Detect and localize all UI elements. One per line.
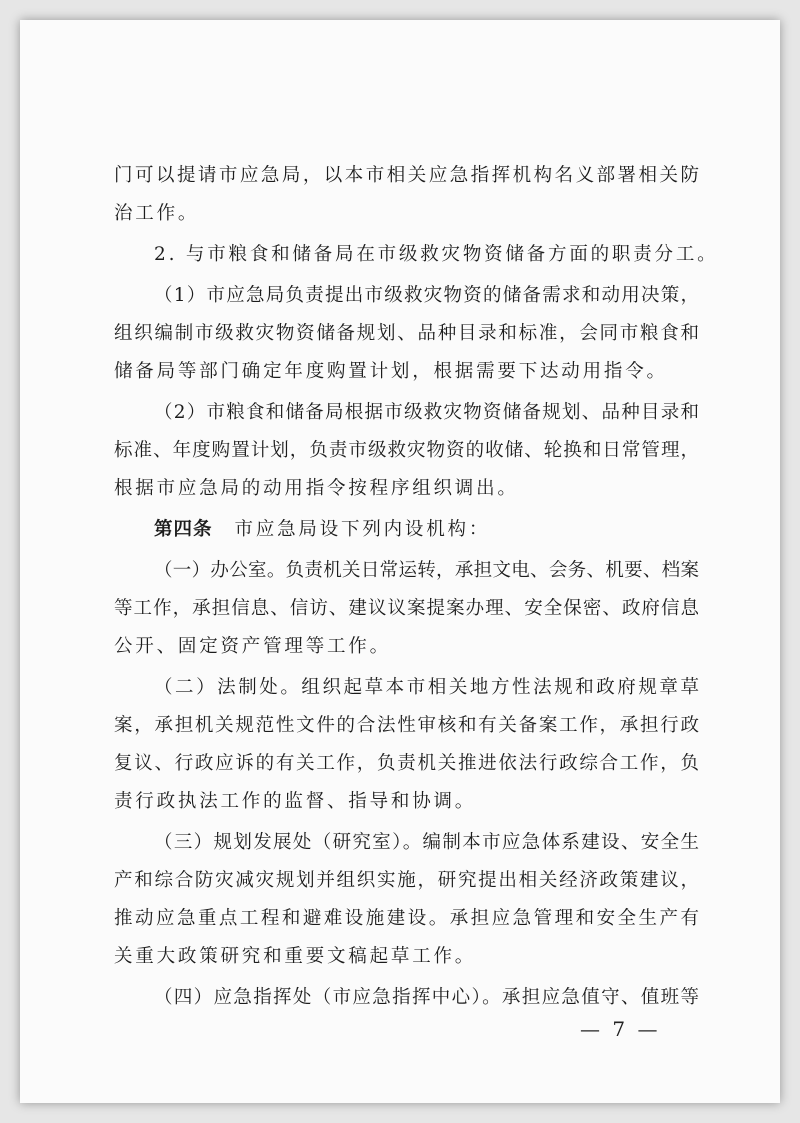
text-line: （2）市粮食和储备局根据市级救灾物资储备规划、品种目录和 [154, 402, 699, 423]
document-page [20, 20, 780, 1103]
paragraph [114, 669, 699, 821]
text-line: 关重大政策研究和重要文稿起草工作。 [114, 946, 477, 967]
text-line: 组织编制市级救灾物资储备规划、品种目录和标准，会同市粮食和 [114, 323, 699, 344]
text-line: （1）市应急局负责提出市级救灾物资的储备需求和动用决策， [154, 285, 699, 306]
text-line: 产和综合防灾减灾规划并组织实施，研究提出相关经济政策建议， [114, 870, 699, 891]
text-line: 案，承担机关规范性文件的合法性审核和有关备案工作，承担行政 [114, 715, 699, 736]
text-line: 等工作，承担信息、信访、建议议案提案办理、安全保密、政府信息 [114, 598, 699, 619]
text-line: 储备局等部门确定年度购置计划，根据需要下达动用指令。 [114, 361, 668, 382]
text-line: （三）规划发展处（研究室）。编制本市应急体系建设、安全生 [154, 832, 699, 853]
paragraph [114, 394, 699, 508]
article-label: 第四条 [154, 519, 213, 540]
text-line: 公开、固定资产管理等工作。 [114, 636, 391, 657]
text-line: （二）法制处。组织起草本市相关地方性法规和政府规章草 [154, 677, 699, 698]
text-line [114, 511, 699, 549]
text-line: 责行政执法工作的监督、指导和协调。 [114, 791, 477, 812]
article-paragraph [114, 511, 699, 549]
paragraph [114, 277, 699, 391]
text-line: （四）应急指挥处（市应急指挥中心）。承担应急值守、值班等 [154, 987, 699, 1008]
article-text: 市应急局设下列内设机构： [234, 519, 491, 540]
paragraph [114, 979, 699, 1017]
text-line: 2. 与市粮食和储备局在市级救灾物资储备方面的职责分工。 [154, 244, 719, 265]
paragraph [114, 552, 699, 666]
text-line: 标准、年度购置计划，负责市级救灾物资的收储、轮换和日常管理， [114, 440, 699, 461]
text-line: 治工作。 [114, 203, 200, 224]
paragraph [114, 157, 699, 233]
paragraph [114, 236, 719, 274]
text-line: 推动应急重点工程和避难设施建设。承担应急管理和安全生产有 [114, 908, 699, 929]
text-line: 复议、行政应诉的有关工作，负责机关推进依法行政综合工作，负 [114, 753, 699, 774]
text-line: 门可以提请市应急局，以本市相关应急指挥机构名义部署相关防 [114, 165, 699, 186]
text-line: 根据市应急局的动用指令按程序组织调出。 [114, 478, 519, 499]
page-number: — 7 — [580, 1017, 661, 1041]
text-line: （一）办公室。负责机关日常运转，承担文电、会务、机要、档案 [154, 560, 699, 581]
paragraph [114, 824, 699, 976]
page-body [114, 157, 719, 1017]
